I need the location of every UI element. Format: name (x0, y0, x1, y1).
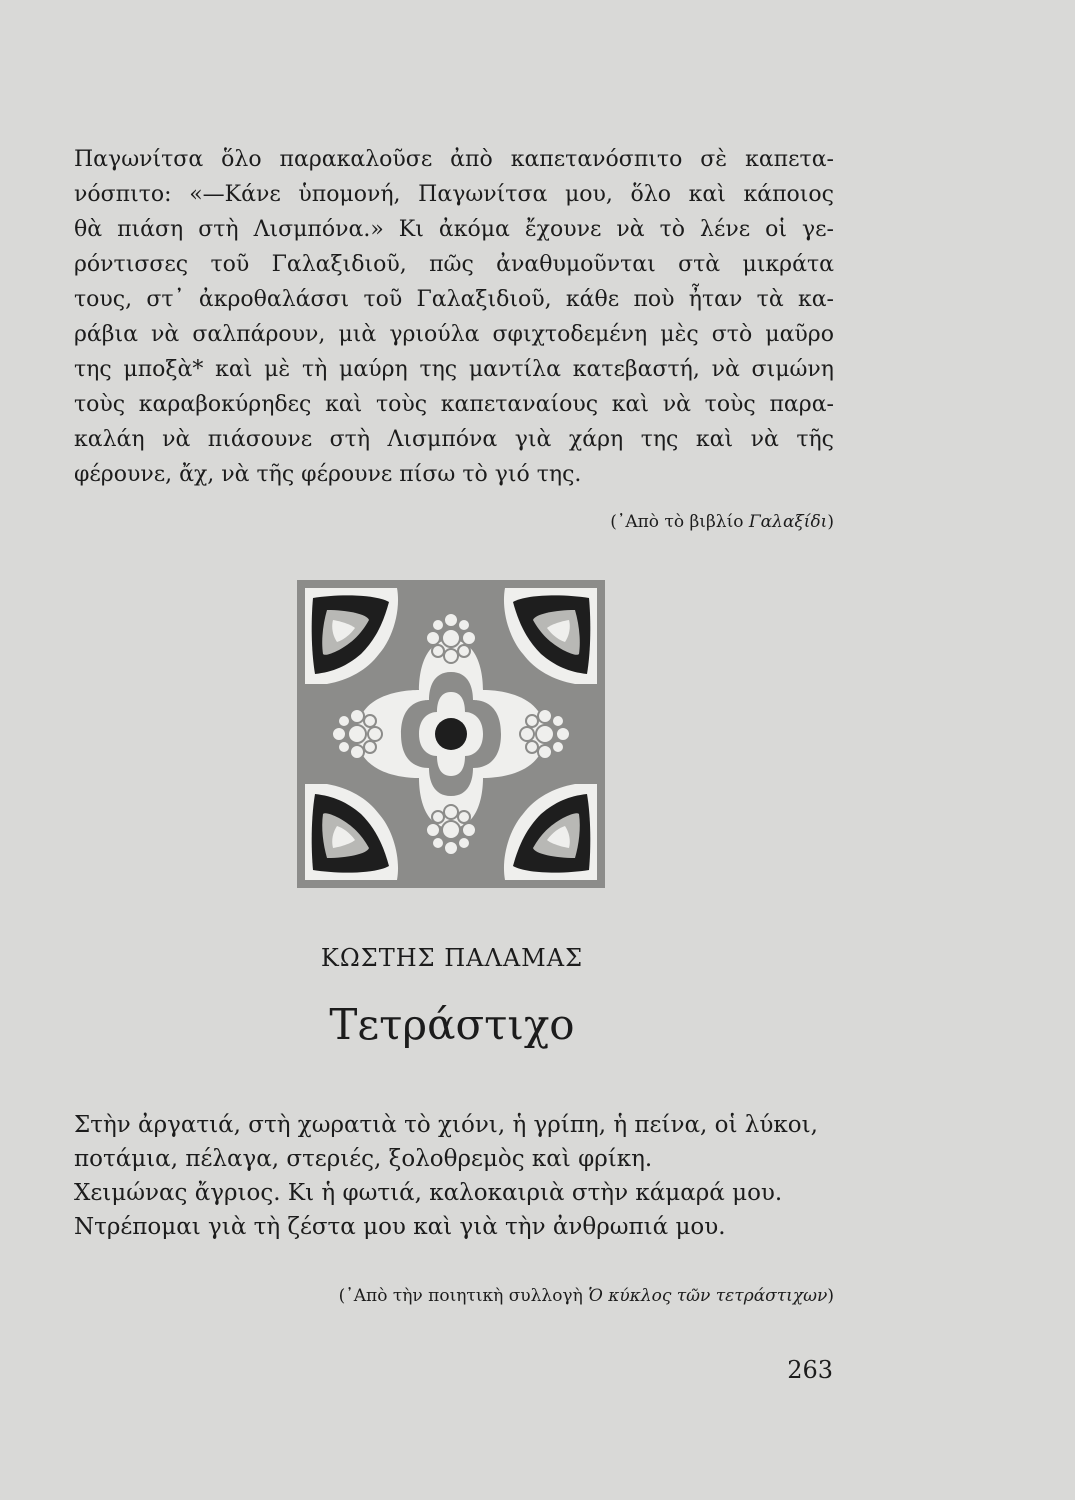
poem-source-prefix: (᾽Απὸ τὴν ποιητικὴ συλλογὴ (338, 1286, 589, 1306)
poem-stanza (74, 1108, 834, 1244)
story-source-suffix: ) (827, 512, 834, 532)
story-line: ράβια νὰ σαλπάρουν, μιὰ γριούλα σφιχτοδεμένη μὲς στὸ μαῦρο (74, 322, 834, 347)
story-line: θὰ πιάση στὴ Λισμπόνα.» Κι ἀκόμα ἔχουνε νὰ τὸ λένε οἱ γε- (74, 217, 834, 242)
poem-source-caption (339, 1286, 834, 1306)
story-line: της μποξὰ* καὶ μὲ τὴ μαύρη της μαντίλα κατεβαστή, νὰ σιμώνη (74, 357, 834, 382)
story-source-caption (610, 512, 834, 532)
story-paragraph (74, 142, 834, 492)
poem-line: Χειμώνας ἄγριος. Κι ἡ φωτιά, καλοκαιριὰ στὴν κάμαρά μου. (74, 1180, 783, 1206)
story-line: τους, στ᾽ ἀκροθαλάσσι τοῦ Γαλαξιδιοῦ, κάθε ποὺ ἦταν τὰ κα- (74, 287, 834, 312)
story-line: νόσπιτο: «—Κάνε ὑπομονή, Παγωνίτσα μου, ὅλο καὶ κάποιος (74, 182, 834, 207)
poem-title: Τετράστιχο (329, 1000, 575, 1049)
story-line: φέρουνε, ἄχ, νὰ τῆς φέρουνε πίσω τὸ γιό της. (74, 462, 582, 487)
story-line: καλάη νὰ πιάσουνε στὴ Λισμπόνα γιὰ χάρη της καὶ νὰ τῆς (74, 427, 834, 452)
story-line: Παγωνίτσα ὅλο παρακαλοῦσε ἀπὸ καπετανόσπιτο σὲ καπετα- (74, 147, 834, 172)
poem-line: Στὴν ἀργατιά, στὴ χωρατιὰ τὸ χιόνι, ἡ γρίπη, ἡ πείνα, οἱ λύκοι, (74, 1112, 818, 1138)
page-number: 263 (787, 1356, 833, 1384)
story-line: ρόντισσες τοῦ Γαλαξιδιοῦ, πῶς ἀναθυμοῦνται στὰ μικράτα (74, 252, 834, 277)
poem-source-suffix: ) (827, 1286, 834, 1306)
story-source-prefix: (᾽Απὸ τὸ βιβλίο (610, 512, 749, 532)
author-name: ΚΩΣΤΗΣ ΠΑΛΑΜΑΣ (320, 944, 584, 972)
poem-line: ποτάμια, πέλαγα, στεριές, ξολοθρεμὸς καὶ φρίκη. (74, 1146, 653, 1172)
poem-source-title: Ὁ κύκλος τῶν τετράστιχων (588, 1286, 828, 1306)
poem-line: Ντρέπομαι γιὰ τὴ ζέστα μου καὶ γιὰ τὴν ἀνθρωπιά μου. (74, 1214, 726, 1240)
story-source-title: Γαλαξίδι (748, 512, 828, 532)
ceramic-tile-ornament-icon (297, 580, 605, 888)
story-line: τοὺς καραβοκύρηδες καὶ τοὺς καπεταναίους καὶ νὰ τοὺς παρα- (74, 392, 834, 417)
